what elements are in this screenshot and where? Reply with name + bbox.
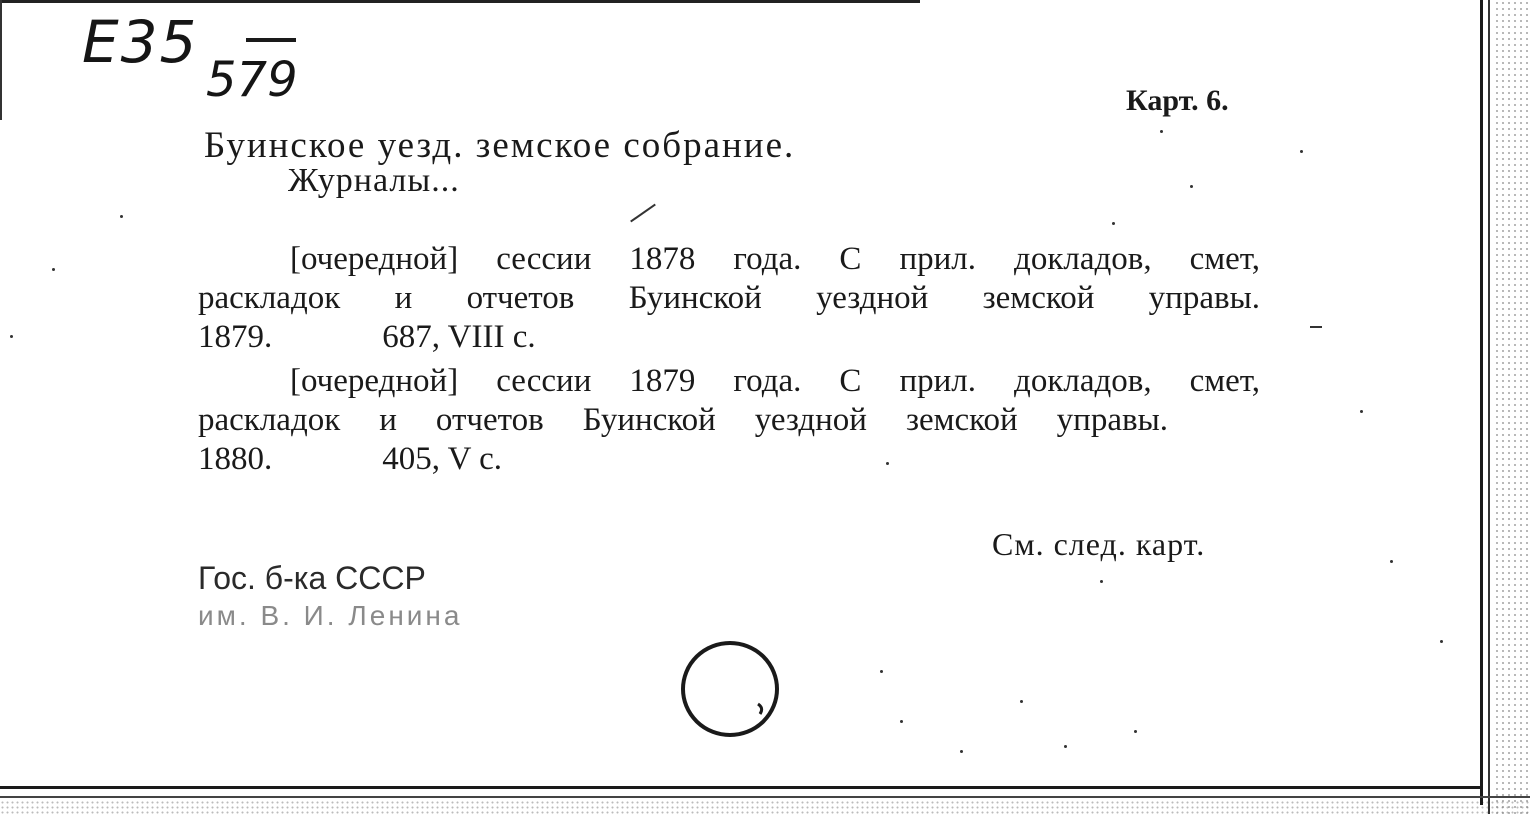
card-number: Карт. 6. <box>1126 84 1229 117</box>
card-left-border <box>0 0 2 120</box>
scan-speck <box>1160 130 1163 133</box>
entry-title-line: [очередной] сессии 1878 года. С прил. докладов, смет, <box>290 241 1260 277</box>
scan-speck <box>1440 640 1443 643</box>
card-bottom-border <box>0 786 1483 789</box>
card-subtitle: Журналы... <box>288 162 460 199</box>
scan-speck <box>1300 150 1303 153</box>
scan-speck <box>960 750 963 753</box>
scan-noise-right <box>1494 0 1530 814</box>
entry-pages: 405, V с. <box>382 441 503 477</box>
library-stamp-line1: Гос. б-ка СССР <box>198 560 426 596</box>
scan-speck <box>1390 560 1393 563</box>
card-bottom-border-outer <box>0 796 1530 798</box>
scan-speck <box>1134 730 1137 733</box>
entry-imprint <box>198 318 1260 357</box>
scan-speck <box>120 215 123 218</box>
scan-speck <box>1310 326 1322 328</box>
entry-1878 <box>198 240 1260 357</box>
shelfmark-fraction-bar <box>246 38 296 42</box>
card-heading: Буинское уезд. земское собрание. <box>204 125 796 166</box>
scan-speck <box>10 335 13 338</box>
punch-hole-circle <box>680 638 780 738</box>
scan-noise-bottom <box>0 800 1530 814</box>
card-top-border <box>0 0 920 3</box>
scan-speck <box>1064 745 1067 748</box>
scan-speck <box>880 670 883 673</box>
scan-speck <box>1112 222 1115 225</box>
entry-title-line: раскладок и отчетов Буинской уездной земской управы. <box>198 402 1168 438</box>
entry-pages: 687, VIII с. <box>382 319 536 355</box>
shelfmark-sub: 579 <box>206 52 298 108</box>
library-stamp-line2: им. В. И. Ленина <box>198 600 463 631</box>
scan-speck <box>630 204 656 223</box>
entry-imprint <box>198 440 1260 479</box>
scan-speck <box>1360 410 1363 413</box>
entry-1879 <box>198 362 1260 479</box>
scan-speck <box>1100 580 1103 583</box>
entry-year: 1880. <box>198 441 273 477</box>
shelfmark: E35 <box>82 8 199 76</box>
card-right-border-outer <box>1488 0 1490 814</box>
entry-year: 1879. <box>198 319 273 355</box>
entry-title-line: [очередной] сессии 1879 года. С прил. докладов, смет, <box>290 363 1260 399</box>
entry-title-line: раскладок и отчетов Буинской уездной земской управы. <box>198 280 1260 316</box>
scan-speck <box>900 720 903 723</box>
see-next-card: См. след. карт. <box>992 526 1206 562</box>
scan-speck <box>1190 185 1193 188</box>
scan-speck <box>1020 700 1023 703</box>
scan-speck <box>886 462 889 465</box>
card-right-border <box>1480 0 1483 805</box>
scan-speck <box>52 268 55 271</box>
